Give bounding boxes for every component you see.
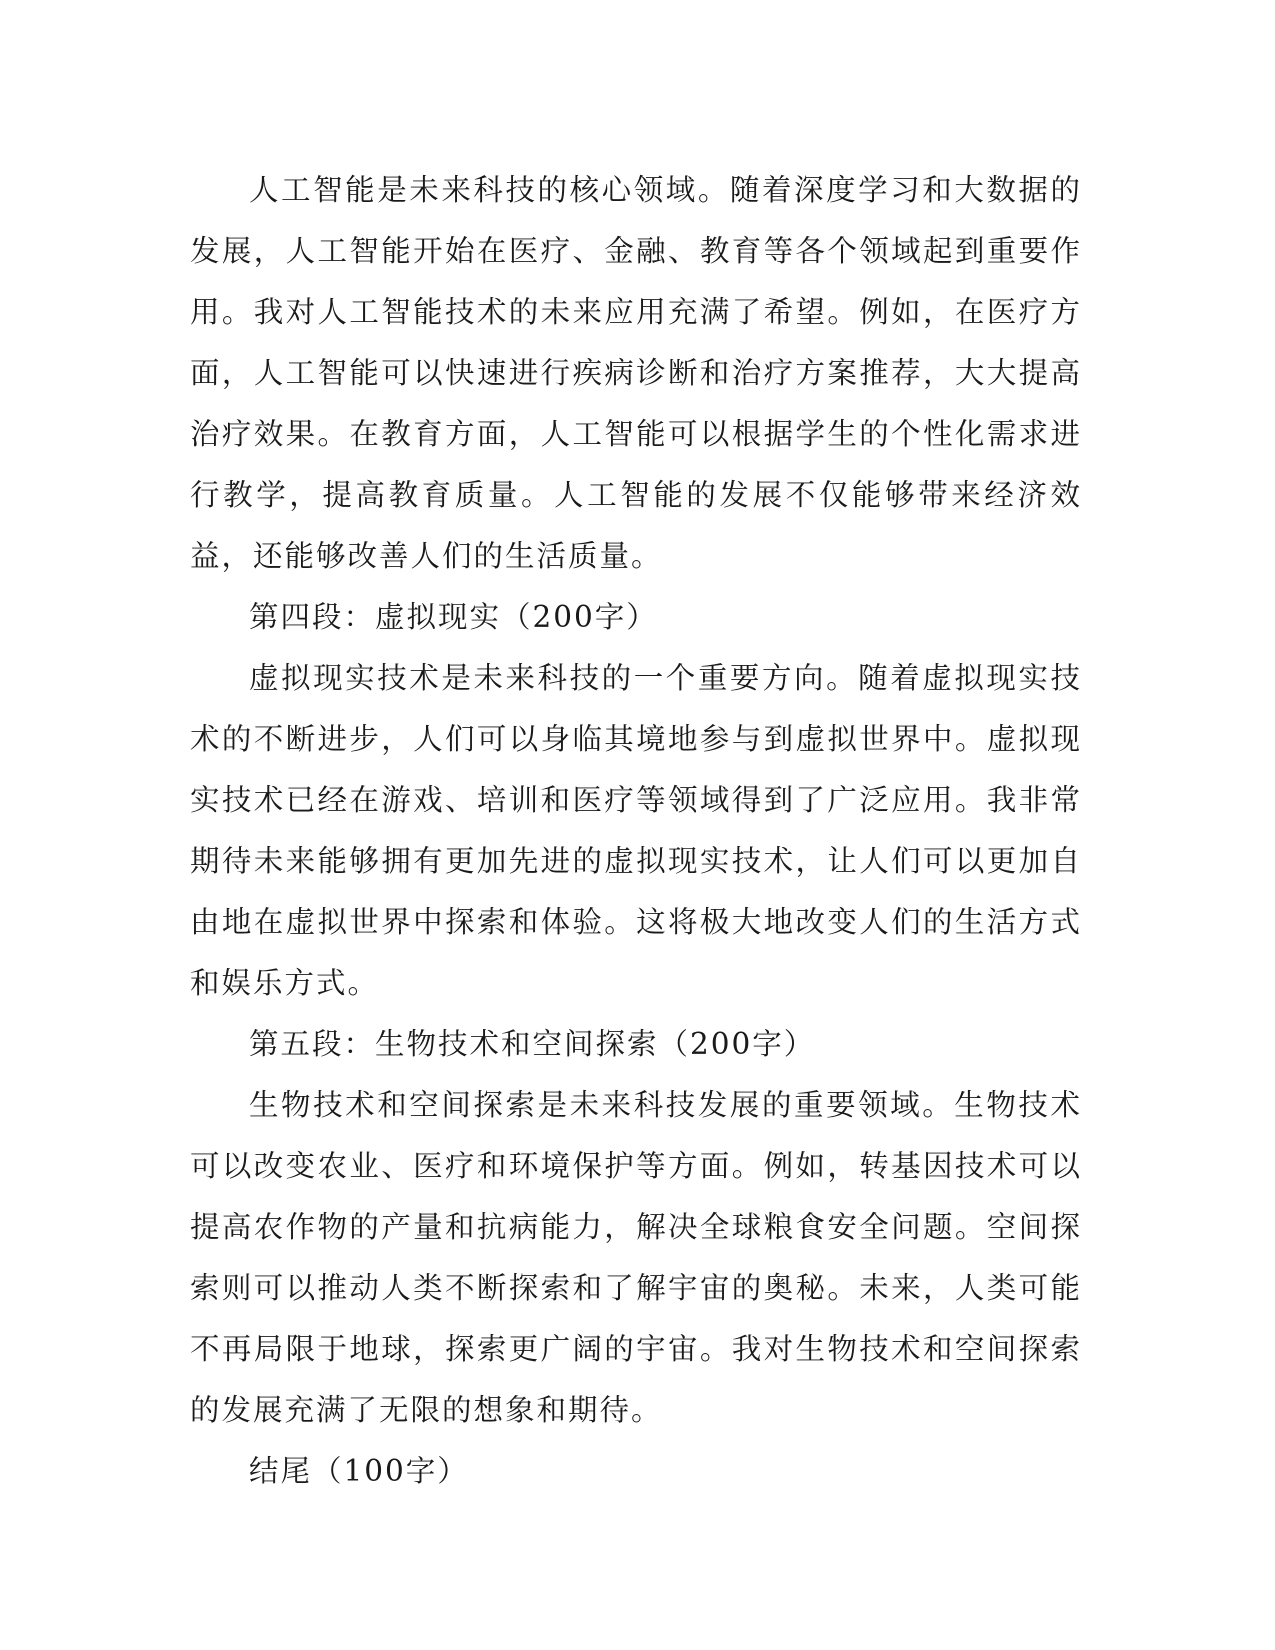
section-heading-virtual-reality: 第四段：虚拟现实（200字）	[249, 600, 658, 634]
paragraph-virtual-reality: 虚拟现实技术是未来科技的一个重要方向。随着虚拟现实技术的不断进步，人们可以身临其境地参与到虚拟世界中。虚拟现实技术已经在游戏、培训和医疗等领域得到了广泛应用。我非常期待未来能够拥有更加先进的虚拟现实技术，让人们可以更加自由地在虚拟世界中探索和体验。这将极大地改变人们的生活方式和娱乐方式。	[190, 661, 1082, 1000]
section-heading-ending: 结尾（100字）	[249, 1454, 469, 1488]
section-heading-biotech-space: 第五段：生物技术和空间探索（200字）	[249, 1027, 816, 1061]
paragraph-biotech-space: 生物技术和空间探索是未来科技发展的重要领域。生物技术可以改变农业、医疗和环境保护等方面。例如，转基因技术可以提高农作物的产量和抗病能力，解决全球粮食安全问题。空间探索则可以推动人类不断探索和了解宇宙的奥秘。未来，人类可能不再局限于地球，探索更广阔的宇宙。我对生物技术和空间探索的发展充满了无限的想象和期待。	[190, 1088, 1082, 1427]
document-body	[190, 160, 1082, 1502]
paragraph-ai: 人工智能是未来科技的核心领域。随着深度学习和大数据的发展，人工智能开始在医疗、金融、教育等各个领域起到重要作用。我对人工智能技术的未来应用充满了希望。例如，在医疗方面，人工智能可以快速进行疾病诊断和治疗方案推荐，大大提高治疗效果。在教育方面，人工智能可以根据学生的个性化需求进行教学，提高教育质量。人工智能的发展不仅能够带来经济效益，还能够改善人们的生活质量。	[190, 173, 1082, 573]
